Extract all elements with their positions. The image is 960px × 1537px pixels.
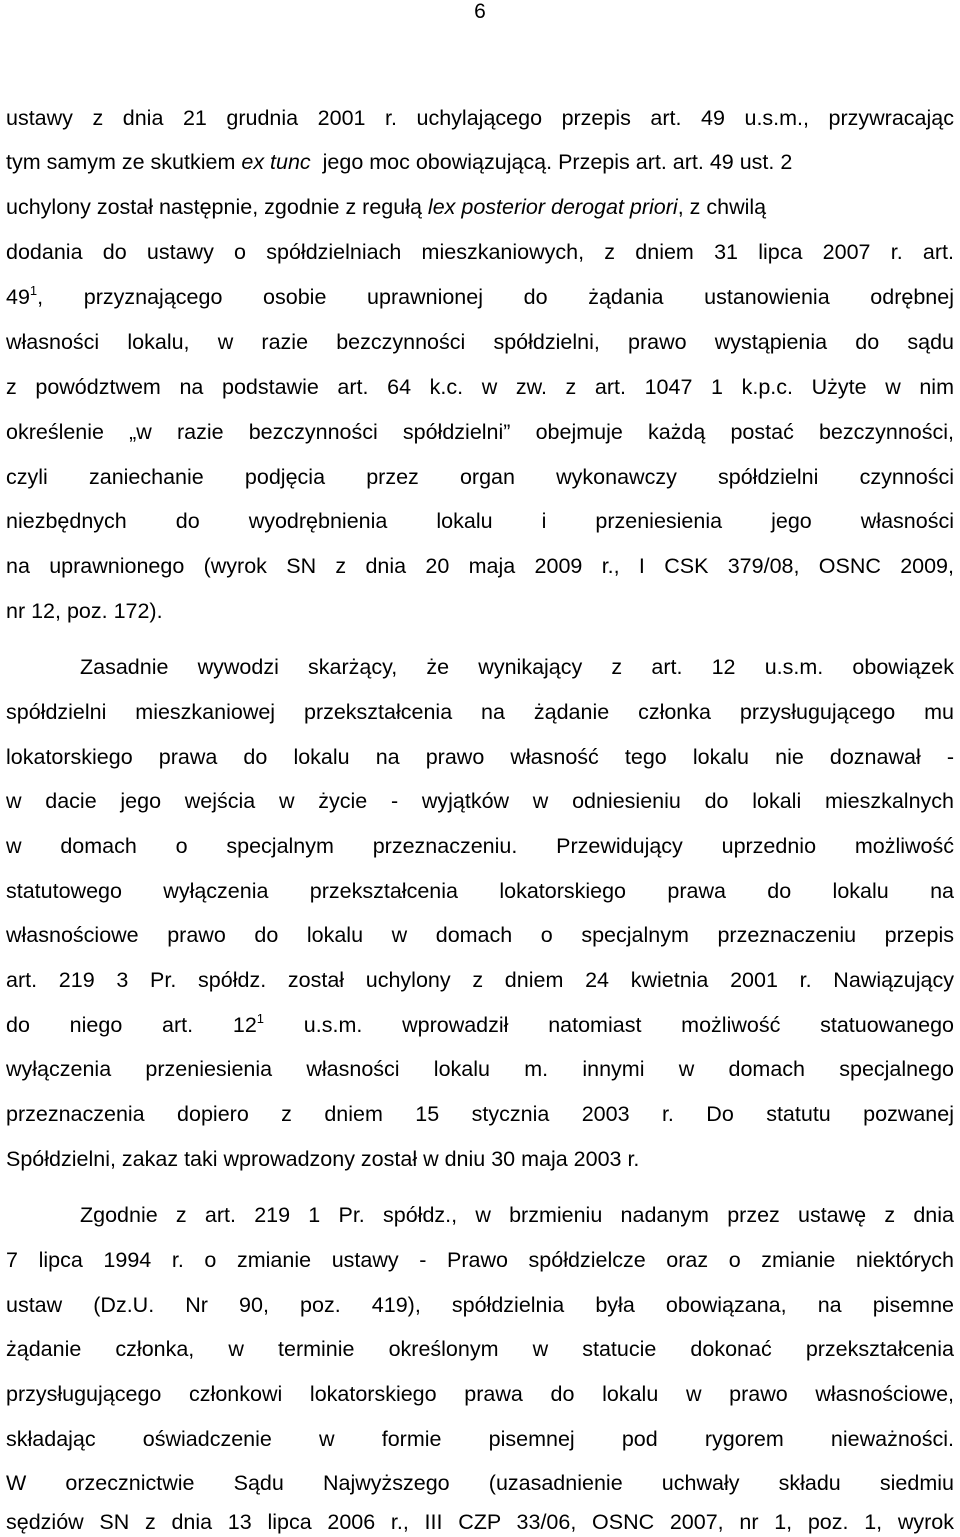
text-line: nr 12, poz. 172). xyxy=(6,599,163,623)
text-line: w domach o specjalnym przeznaczeniu. Przewidujący uprzednio możliwość xyxy=(6,834,954,858)
text-line: składając oświadczenie w formie pisemnej pod rygorem nieważności. xyxy=(6,1427,954,1451)
text-line: spółdzielni mieszkaniowej przekształcenia na żądanie członka przysługującego mu xyxy=(6,700,954,724)
text-line: W orzecznictwie Sądu Najwyższego (uzasadnienie uchwały składu siedmiu xyxy=(6,1471,954,1495)
text-line: $49^1$, przyznającego osobie uprawnionej do żądania ustanowienia odrębnej xyxy=(6,283,954,309)
text-line: ustaw (Dz.U. Nr 90, poz. 419), spółdzielnia była obowiązana, na pisemne xyxy=(6,1293,954,1317)
text-line: Zasadnie wywodzi skarżący, że wynikający z art. 12 u.s.m. obowiązek xyxy=(80,655,954,679)
text-line: wyłączenia przeniesienia własności lokalu m. innymi w domach specjalnego xyxy=(6,1057,954,1081)
text-line: statutowego wyłączenia przekształcenia lokatorskiego prawa do lokalu na xyxy=(6,879,954,903)
italic-phrase: ex tunc xyxy=(241,150,311,174)
text-line: dodania do ustawy o spółdzielniach mieszkaniowych, z dniem 31 lipca 2007 r. art. xyxy=(6,240,954,264)
text-line: na uprawnionego (wyrok SN z dnia 20 maja 2009 r., I CSK 379/08, OSNC 2009, xyxy=(6,554,954,578)
page-number: 6 xyxy=(474,0,486,23)
text-line: własności lokalu, w razie bezczynności spółdzielni, prawo wystąpienia do sądu xyxy=(6,330,954,354)
text-line: lokatorskiego prawa do lokalu na prawo własność tego lokalu nie doznawał - xyxy=(6,745,954,769)
text-line: tym samym ze skutkiem ex tunc jego moc obowiązującą. Przepis art. art. 49 ust. 2 xyxy=(6,150,793,174)
text-line: Spółdzielni, zakaz taki wprowadzony został w dniu 30 maja 2003 r. xyxy=(6,1147,640,1171)
text-line: Zgodnie z art. 219 1 Pr. spółdz., w brzmieniu nadanym przez ustawę z dnia xyxy=(80,1203,954,1227)
text-line: określenie „w razie bezczynności spółdzielni” obejmuje każdą postać bezczynności, xyxy=(6,420,954,444)
text-line: uchylony został następnie, zgodnie z regułą lex posterior derogat priori, z chwilą xyxy=(6,195,767,219)
superscript: 1 xyxy=(256,1011,265,1026)
text-line: przysługującego członkowi lokatorskiego prawa do lokalu w prawo własnościowe, xyxy=(6,1382,954,1406)
italic-phrase: lex posterior derogat priori xyxy=(427,195,678,219)
text-line: do niego art. $12^1$ u.s.m. wprowadził natomiast możliwość statuowanego xyxy=(6,1011,954,1037)
text-line: z powództwem na podstawie art. 64 k.c. w zw. z art. 1047 1 k.p.c. Użyte w nim xyxy=(6,375,954,399)
text-line: sędziów SN z dnia 13 lipca 2006 r., III CZP 33/06, OSNC 2007, nr 1, poz. 1, wyrok xyxy=(6,1510,954,1534)
text-line: czyli zaniechanie podjęcia przez organ wykonawczy spółdzielni czynności xyxy=(6,465,954,489)
text-line: art. 219 3 Pr. spółdz. został uchylony z dniem 24 kwietnia 2001 r. Nawiązujący xyxy=(6,968,954,992)
text-line: przeznaczenia dopiero z dniem 15 stycznia 2003 r. Do statutu pozwanej xyxy=(6,1102,954,1126)
text-line: żądanie członka, w terminie określonym w statucie dokonać przekształcenia xyxy=(6,1337,954,1361)
text-line: niezbędnych do wyodrębnienia lokalu i przeniesienia jego własności xyxy=(6,509,954,533)
text-line: w dacie jego wejścia w życie - wyjątków w odniesieniu do lokali mieszkalnych xyxy=(6,789,954,813)
text-line: własnościowe prawo do lokalu w domach o specjalnym przeznaczeniu przepis xyxy=(6,923,954,947)
text-line: ustawy z dnia 21 grudnia 2001 r. uchylającego przepis art. 49 u.s.m., przywracając xyxy=(6,106,954,130)
text-line: 7 lipca 1994 r. o zmianie ustawy - Prawo spółdzielcze oraz o zmianie niektórych xyxy=(6,1248,954,1272)
superscript: 1 xyxy=(29,283,38,298)
